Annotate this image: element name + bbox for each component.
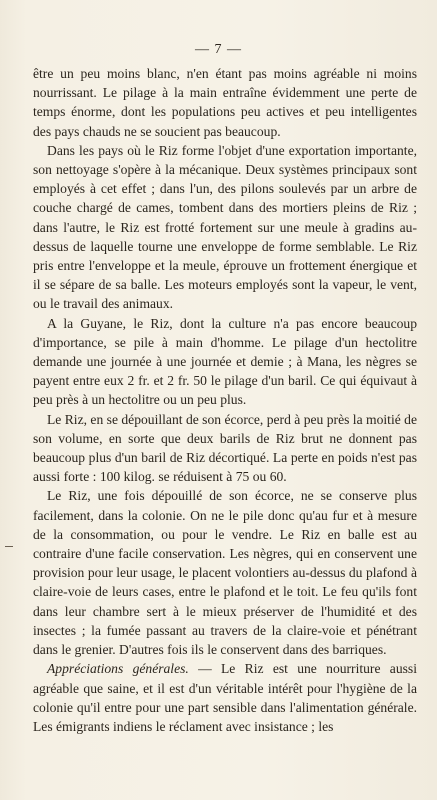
- paragraph-4-text: Le Riz, en se dépouillant de son écorce, perd à peu près la moitié de son volume, en sorte que deux barils de Riz brut ne donnent pas beaucoup plus d'un baril de Riz décortiqué. La perte en poids n'est pas aussi forte : 100 kilog. se réduisent à 75 ou 60.: [33, 411, 417, 485]
- page-body: [33, 64, 417, 736]
- paragraph-5-text: Le Riz, une fois dépouillé de son écorce, ne se conserve plus facilement, dans la colonie. On ne le pile donc qu'au fur et à mesure de la consommation, ou pour le vendre. Le Riz en balle est au contraire d'une facile conservation. Les nègres, qui en conservent une provision pour leur usage, le placent volontiers au-dessus du plafond à claire-voie de leurs cases, entre le plafond et le toit. Le feu qu'ils font dans leur chambre sert à le mieux préserver de l'humidité et des insectes ; la fumée passant au travers de la claire-voie et pénétrant dans le grenier. D'autres fois ils le conservent dans des barriques.: [33, 488, 417, 658]
- paragraph-2: [33, 141, 417, 314]
- paragraph-1-text: être un peu moins blanc, n'en étant pas moins agréable ni moins nourrissant. Le pilage à la main entraîne évidemment une perte de temps énorme, dont les populations peu actives et peu intelligentes des pays chauds ne se soucient pas beaucoup.: [33, 66, 417, 139]
- paragraph-2-text: Dans les pays où le Riz forme l'objet d'une exportation importante, son nettoyage s'opère à la mécanique. Deux systèmes principaux sont employés à cet effet ; dans l'un, des pilons soulevés par un arbre de couche chargé de cames, tombent dans des mortiers pleins de Riz ; dans l'autre, le Riz est frotté fortement sur une meule à gradins au-dessus de laquelle tourne une enveloppe de forme semblable. Le Riz pris entre l'enveloppe et la meule, éprouve un frottement énergique et il se sépare de sa balle. Les moteurs employés sont la vapeur, le vent, ou le travail des animaux.: [33, 142, 417, 312]
- paragraph-1: [33, 64, 417, 141]
- paragraph-6-text: — Le Riz est une nourriture aussi agréable que saine, et il est d'un véritable intérêt pour l'hygiène de la colonie qu'il entre pour une part sensible dans l'alimentation générale. Les émigrants indiens le réclament avec insistance ; les: [33, 661, 417, 734]
- paragraph-6: [33, 659, 417, 736]
- margin-mark: [5, 546, 13, 547]
- paragraph-5: [33, 486, 417, 659]
- paragraph-4: [33, 410, 417, 487]
- page-number: — 7 —: [195, 42, 242, 57]
- section-heading: Appréciations générales.: [47, 661, 189, 677]
- paragraph-3-text: A la Guyane, le Riz, dont la culture n'a pas encore beaucoup d'importance, se pile à main d'homme. Le pilage d'un hectolitre demande une journée à une journée et demie ; à Mana, les nègres se payent entre eux 2 fr. et 2 fr. 50 le pilage d'un baril. Ce qui équivaut à peu près à un hectolitre ou un peu plus.: [33, 315, 417, 408]
- paragraph-3: [33, 314, 417, 410]
